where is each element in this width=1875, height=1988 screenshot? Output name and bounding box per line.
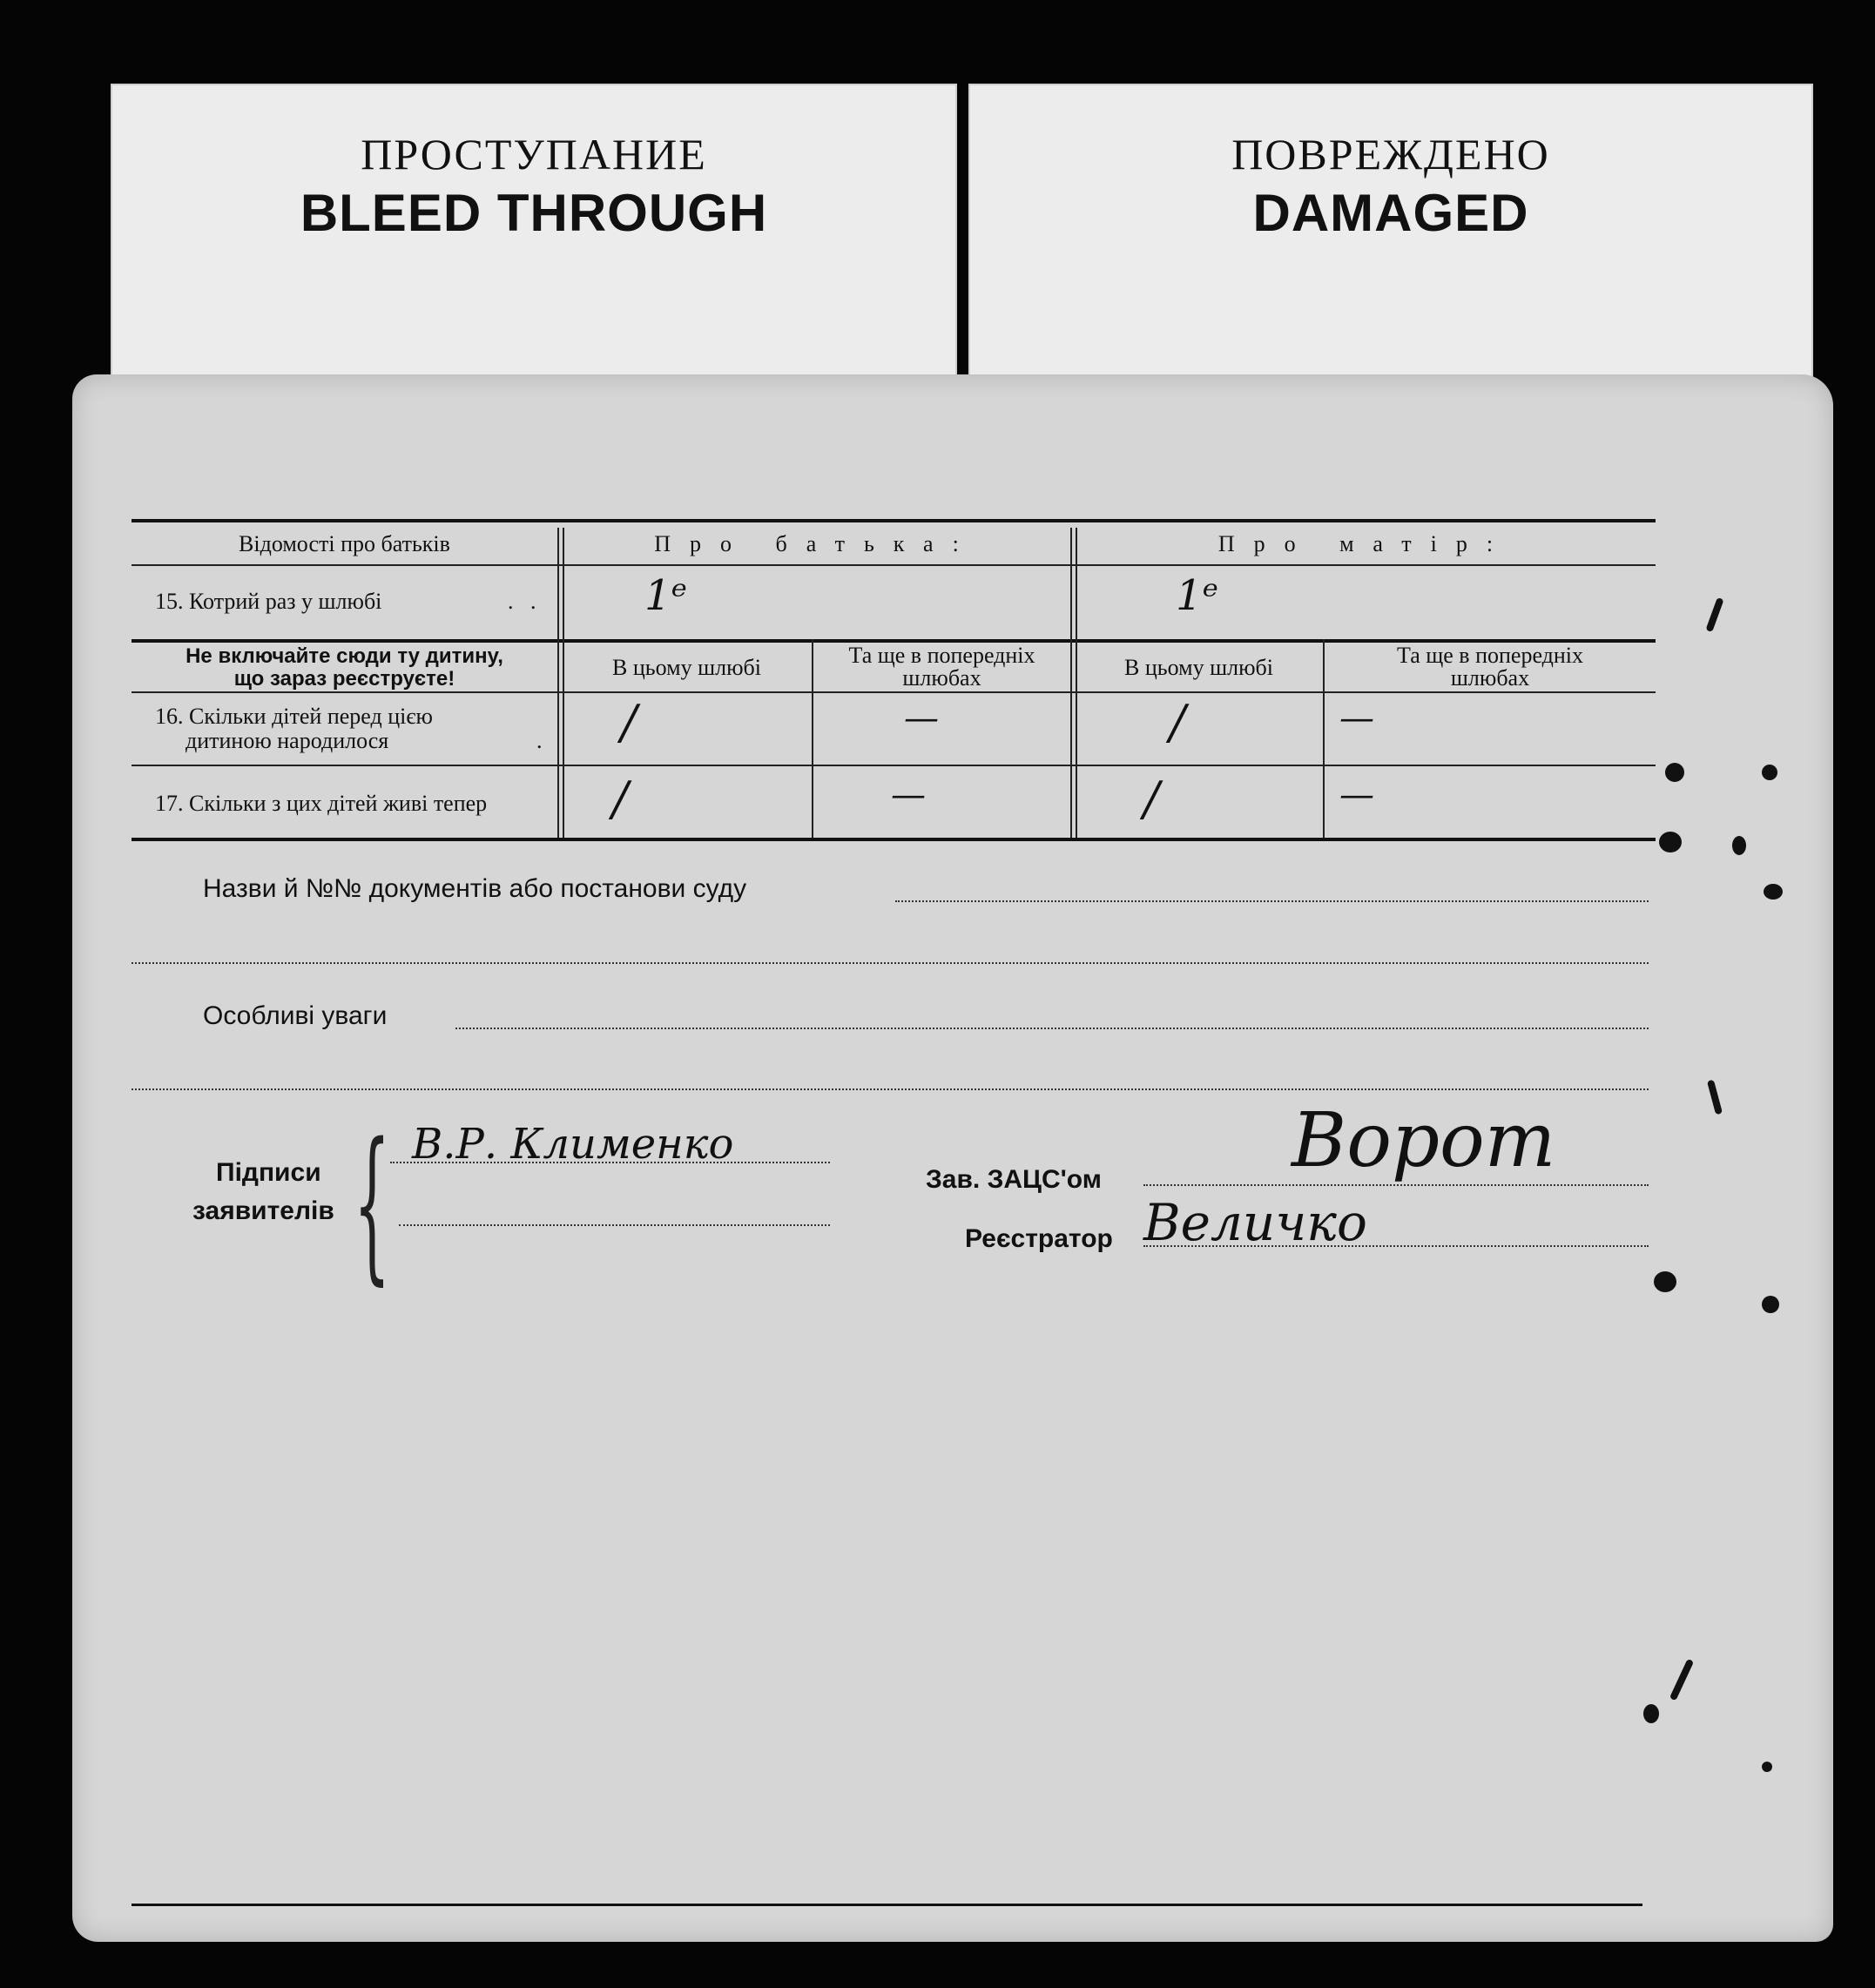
head-of-registry-label: Зав. ЗАЦС'ом <box>926 1165 1102 1194</box>
father-prev-marriage-header-1: Та ще в попередніх <box>848 643 1035 668</box>
mother-prev-marriage-header-2: шлюбах <box>1450 665 1530 691</box>
damage-hole <box>1762 1296 1779 1313</box>
damage-tear <box>1707 1080 1723 1115</box>
mother-this-marriage-header: В цьому шлюбі <box>1124 655 1273 680</box>
note-line2: що зараз реєструєте! <box>233 667 455 691</box>
row17-mother-prev: — <box>1339 775 1374 815</box>
table-divider-parents <box>1070 528 1077 838</box>
registrar-label: Реєстратор <box>965 1224 1113 1253</box>
remarks-line-2 <box>132 1088 1649 1090</box>
table-divider-label <box>557 528 564 838</box>
parents-info-header: Відомості про батьків <box>239 531 450 556</box>
note-line1: Не включайте сюди ту дитину, <box>185 644 503 668</box>
documents-line-2 <box>132 962 1649 964</box>
applicants-signatures-label-2: заявителів <box>192 1196 334 1225</box>
head-signature-line <box>1143 1184 1649 1186</box>
row16-father-this: / <box>621 695 637 750</box>
damage-hole <box>1654 1271 1676 1292</box>
father-header: Про батька: <box>654 531 978 556</box>
row15-father-value: 1ᵉ <box>644 571 688 620</box>
documents-label: Назви й №№ документів або постанови суду <box>203 874 747 903</box>
row16-father-prev: — <box>904 698 939 738</box>
applicant-signature-line-1 <box>390 1162 830 1163</box>
row15-dots: . . <box>508 589 536 614</box>
documents-line-1 <box>895 900 1649 902</box>
row16-mother-this: / <box>1170 695 1186 750</box>
row17-father-this: / <box>612 772 629 826</box>
table-header-rule <box>132 564 1656 566</box>
father-this-marriage-header: В цьому шлюбі <box>612 655 761 680</box>
row16-label-line2: дитиною народилося <box>185 728 389 753</box>
remarks-label: Особливі уваги <box>203 1001 388 1030</box>
damage-hole <box>1659 832 1682 852</box>
damage-hole <box>1643 1704 1659 1723</box>
table-top-rule <box>132 519 1656 522</box>
applicant-signature-line-2 <box>399 1224 830 1226</box>
damage-hole <box>1762 1762 1772 1772</box>
bleed-through-ru-label: ПРОСТУПАНИЕ <box>361 130 707 179</box>
record-sheet <box>72 374 1833 1942</box>
damage-hole <box>1732 836 1746 855</box>
row16-dot: . <box>536 728 543 753</box>
row17-label: 17. Скільки з цих дітей живі тепер <box>155 791 488 816</box>
mother-prev-marriage-header-1: Та ще в попередніх <box>1396 643 1584 668</box>
damaged-en-label: DAMAGED <box>1252 184 1529 242</box>
remarks-line-1 <box>455 1028 1649 1029</box>
damage-hole <box>1762 765 1777 780</box>
damage-hole <box>1764 884 1783 900</box>
bleed-through-card <box>111 84 957 383</box>
damage-tear <box>1705 597 1723 632</box>
head-signature: Ворот <box>1292 1097 1556 1184</box>
damaged-card <box>968 84 1813 383</box>
row15-mother-value: 1ᵉ <box>1176 571 1219 620</box>
table-bottom-rule <box>132 838 1656 841</box>
damage-tear <box>1669 1659 1694 1702</box>
page-bottom-rule <box>132 1904 1642 1906</box>
father-prev-marriage-header-2: шлюбах <box>902 665 981 691</box>
row17-mother-this: / <box>1143 772 1160 826</box>
applicants-brace: { <box>354 1108 391 1300</box>
damage-hole <box>1665 763 1684 782</box>
row16-mother-prev: — <box>1339 698 1374 738</box>
registrar-signature: Величко <box>1143 1193 1367 1252</box>
damaged-ru-label: ПОВРЕЖДЕНО <box>1231 130 1550 179</box>
table-subheader-rule <box>132 691 1656 693</box>
row17-father-prev: — <box>891 775 926 815</box>
row15-label: 15. Котрий раз у шлюбі <box>155 589 382 614</box>
applicants-signatures-label-1: Підписи <box>216 1158 321 1187</box>
row16-label-line1: 16. Скільки дітей перед цією <box>155 704 433 729</box>
bleed-through-en-label: BLEED THROUGH <box>300 184 768 242</box>
table-row16-rule <box>132 765 1656 766</box>
applicant-signature: В.Р. Клименко <box>412 1120 734 1169</box>
mother-header: Про матір: <box>1217 531 1513 556</box>
